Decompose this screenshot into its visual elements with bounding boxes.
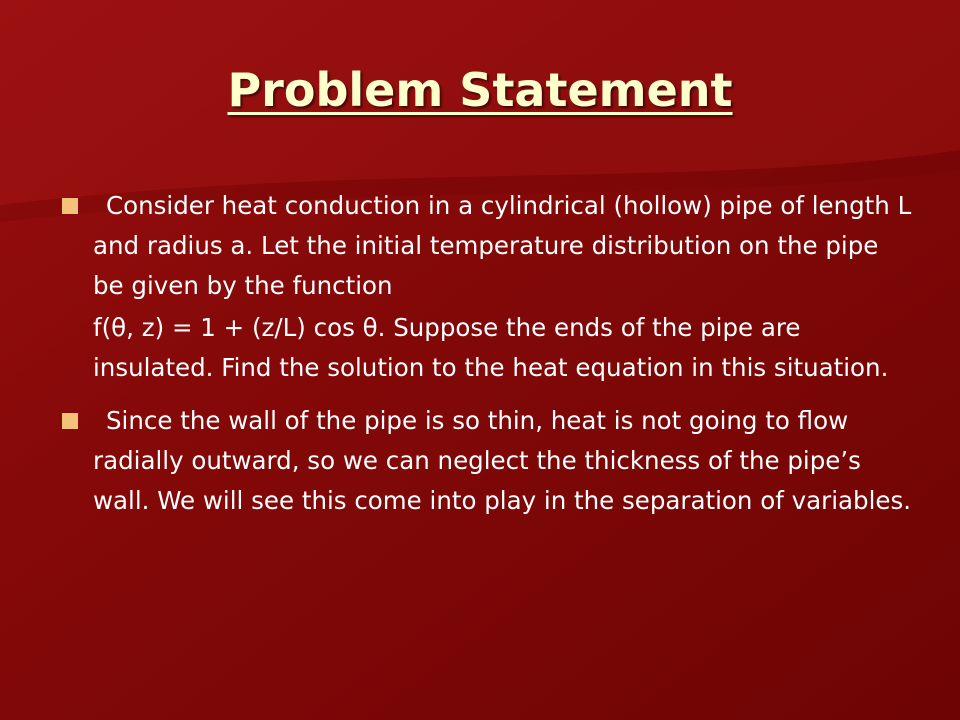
bullet-item: [62, 401, 912, 521]
square-bullet-icon: [62, 413, 78, 429]
bullet-paragraph: Consider heat conduction in a cylindrical (hollow) pipe of length L and radius a. Let the initial temperature distribution on the pipe be given by the function: [93, 191, 912, 300]
square-bullet-icon: [62, 198, 78, 214]
bullet-continuation-paragraph: f(θ, z) = 1 + (z/L) cos θ. Suppose the ends of the pipe are insulated. Find the solution to the heat equation in this situation.: [93, 313, 889, 382]
slide-title: Problem Statement: [227, 63, 733, 117]
slide-body: [62, 186, 912, 521]
bullet-paragraph: Since the wall of the pipe is so thin, heat is not going to flow radially outward, so we can neglect the thickness of the pipe’s wall. We will see this come into play in the separation of variables.: [93, 406, 912, 515]
bullet-item: [62, 186, 912, 306]
